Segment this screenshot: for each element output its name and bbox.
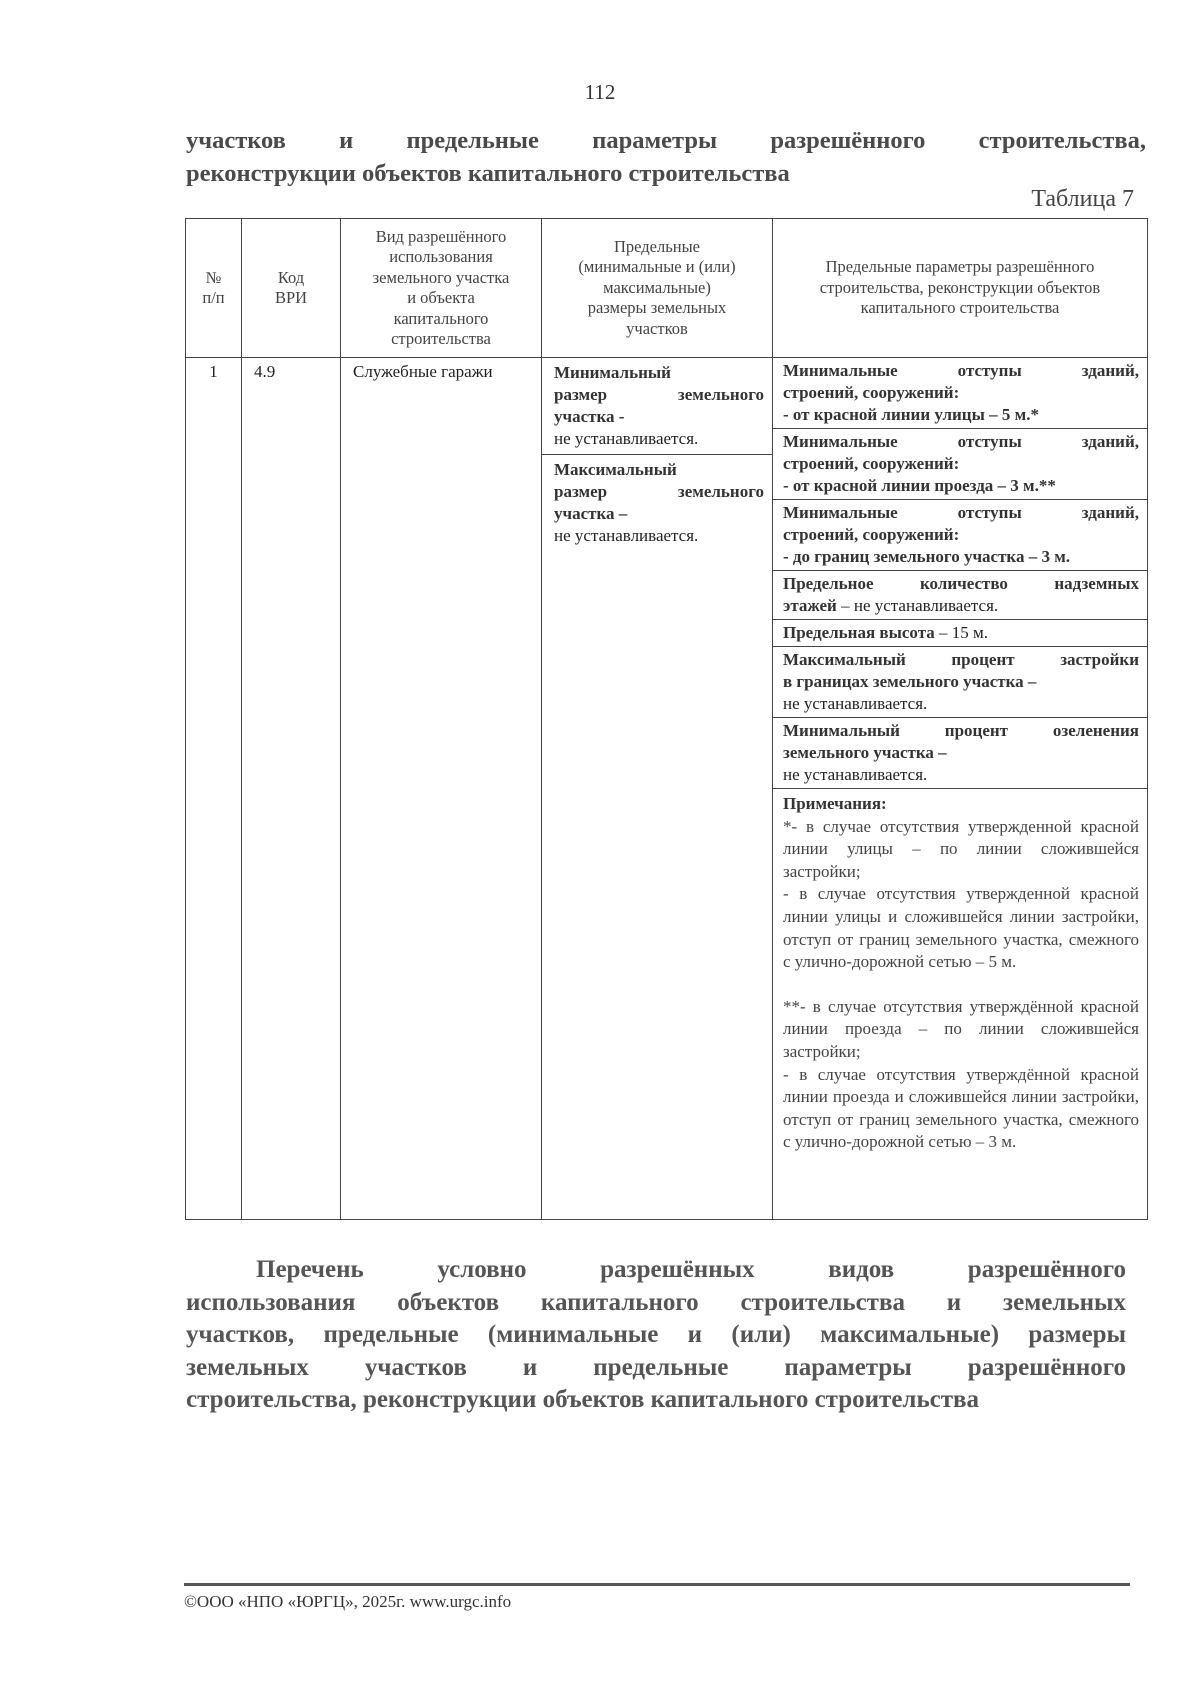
param-text: Минимальные отступы зданий,: [783, 361, 1139, 380]
heading-line: строительства, реконструкции объектов капитального строительства: [186, 1386, 980, 1413]
section-heading: [186, 1254, 1126, 1417]
param-text: земельного участка –: [783, 743, 947, 762]
size-text: участка -: [554, 407, 625, 426]
param-green-percent: [773, 717, 1147, 788]
header-text: участков: [626, 318, 688, 338]
size-text: не устанавливается.: [554, 429, 699, 448]
header-text: капитального: [393, 308, 489, 328]
row-code: 4.9: [242, 358, 341, 1220]
table-header-row: [186, 219, 1148, 358]
param-setback-boundary: [773, 499, 1147, 570]
section-heading-continued: [186, 124, 1146, 190]
param-floors: [773, 570, 1147, 619]
param-text: строений, сооружений:: [783, 383, 960, 402]
param-text: Максимальный процент застройки: [783, 650, 1139, 669]
param-text: – не устанавливается.: [836, 596, 999, 615]
header-text: строительства: [391, 329, 491, 348]
header-text: Предельные: [614, 236, 700, 256]
param-text: - до границ земельного участка – 3 м.: [783, 547, 1071, 566]
heading-line: участков и предельные параметры разрешённого строительства,: [186, 127, 1146, 154]
row-number: 1: [186, 358, 242, 1220]
param-text: в границах земельного участка –: [783, 672, 1037, 691]
header-text: капитального строительства: [860, 298, 1060, 318]
header-text: №: [205, 267, 222, 287]
notes-block: [773, 788, 1147, 1158]
size-text: размер земельного: [554, 482, 764, 501]
note-text: *- в случае отсутствия утвержденной красной линии улицы – по линии сложившейся застройки;: [783, 816, 1139, 881]
header-text: (минимальные и (или): [578, 257, 736, 277]
footer-copyright: ©ООО «НПО «ЮРГЦ», 2025г. www.urgc.info: [184, 1592, 512, 1611]
table-caption: Таблица 7: [1031, 186, 1134, 212]
header-text: земельного участка: [372, 267, 510, 287]
header-use-type: [341, 219, 542, 358]
header-text: Код: [277, 267, 305, 287]
heading-line: использования объектов капитального строительства и земельных: [186, 1288, 1126, 1316]
note-text: **- в случае отсутствия утверждённой красной линии проезда – по линии сложившейся застройки;: [783, 996, 1139, 1061]
min-plot-size: [542, 358, 772, 454]
param-setback-street: [773, 358, 1147, 428]
param-text: - от красной линии улицы – 5 м.*: [783, 405, 1039, 424]
size-text: не устанавливается.: [554, 526, 699, 545]
param-text: - от красной линии проезда – 3 м.**: [783, 476, 1056, 495]
max-plot-size: [542, 454, 772, 551]
size-text: размер земельного: [554, 385, 764, 404]
row-use-name: Служебные гаражи: [341, 358, 542, 1220]
param-height: [773, 619, 1147, 646]
param-text: Минимальные отступы зданий,: [783, 432, 1139, 451]
row-parameters: [773, 358, 1148, 1220]
param-text: Минимальные отступы зданий,: [783, 503, 1139, 522]
header-text: и объекта: [407, 288, 475, 307]
param-built-percent: [773, 646, 1147, 717]
param-text: этажей: [783, 596, 837, 615]
param-text: не устанавливается.: [783, 765, 928, 784]
heading-line: земельных участков и предельные параметры разрешённого: [186, 1353, 1126, 1381]
header-text: Вид разрешённого: [375, 226, 507, 246]
land-use-table: [185, 218, 1148, 1220]
header-text: п/п: [202, 288, 225, 307]
header-text: Предельные параметры разрешённого: [825, 257, 1095, 277]
heading-line: Перечень условно разрешённых видов разрешённого: [256, 1256, 1126, 1283]
table-row: [186, 358, 1148, 1220]
param-text: не устанавливается.: [783, 694, 928, 713]
param-text: строений, сооружений:: [783, 525, 960, 544]
header-parameters: [773, 219, 1148, 358]
note-text: - в случае отсутствия утвержденной красной линии улицы и сложившейся линии застройки, отступ от границ земельного участка, смежного с улично-дорожной сетью – 5 м.: [783, 884, 1139, 972]
param-text: строений, сооружений:: [783, 454, 960, 473]
heading-line: участков, предельные (минимальные и (или) максимальные) размеры: [186, 1321, 1126, 1348]
footer-divider: [184, 1583, 1130, 1586]
size-text: участка –: [554, 504, 628, 523]
param-text: Предельная высота: [783, 623, 935, 642]
param-text: – 15 м.: [934, 623, 989, 642]
header-num: [186, 219, 242, 358]
page-number: 112: [584, 80, 616, 104]
note-text: - в случае отсутствия утверждённой красной линии проезда и сложившейся линии застройки, отступ от границ земельного участка, смежного с улично-дорожной сетью – 3 м.: [783, 1064, 1139, 1152]
header-text: строительства, реконструкции объектов: [819, 277, 1101, 297]
notes-title: Примечания:: [783, 794, 887, 813]
row-plot-sizes: [542, 358, 773, 1220]
size-text: Максимальный: [554, 460, 677, 479]
header-text: размеры земельных: [587, 298, 727, 318]
header-text: ВРИ: [274, 288, 308, 307]
heading-line: реконструкции объектов капитального строительства: [186, 160, 790, 187]
param-setback-driveway: [773, 428, 1147, 499]
size-text: Минимальный: [554, 363, 671, 382]
header-text: использования: [389, 247, 493, 266]
header-plot-sizes: [542, 219, 773, 358]
param-text: Предельное количество надземных: [783, 574, 1139, 593]
header-code: [242, 219, 341, 358]
param-text: Минимальный процент озеленения: [783, 721, 1139, 740]
header-text: максимальные): [603, 277, 711, 297]
